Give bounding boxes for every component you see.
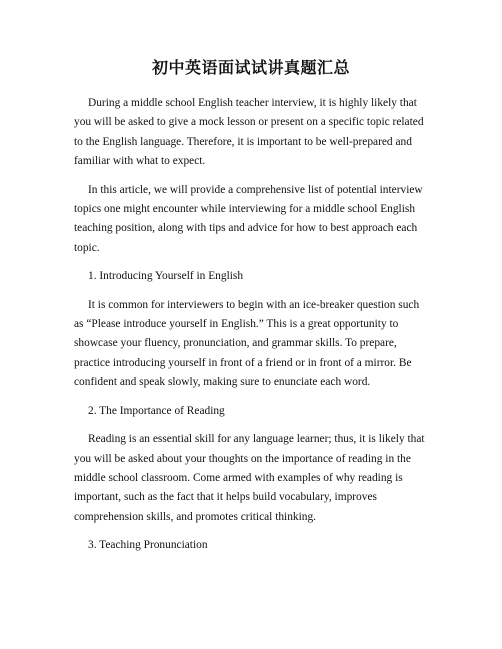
section-heading-2: 2. The Importance of Reading — [88, 404, 225, 417]
intro-paragraph-1: During a middle school English teacher interview, it is highly likely that you will be asked to give a mock lesson or present on a specific topic related to the English language. Therefore, it is important to be well-prepared and familiar with what to expect. — [74, 97, 424, 168]
intro-paragraph-2: In this article, we will provide a comprehensive list of potential interview topics one might encounter while interviewing for a middle school English teaching position, along with tips and advice for how to best approach each topic. — [74, 183, 423, 254]
section-heading-3: 3. Teaching Pronunciation — [88, 539, 208, 552]
section-body-2: Reading is an essential skill for any language learner; thus, it is likely that you will be asked about your thoughts on the importance of reading in the middle school classroom. Come armed with examples of why reading is important, such as the fact that it helps build vocabulary, improves comprehension skills, and promotes critical thinking. — [74, 433, 425, 523]
document-title: 初中英语面试试讲真题汇总 — [151, 58, 350, 77]
section-body-1: It is common for interviewers to begin with an ice-breaker question such as “Please introduce yourself in English.” This is a great opportunity to showcase your fluency, pronunciation, and grammar skills. To prepare, practice introducing yourself in front of a friend or in front of a mirror. Be confident and speak slowly, making sure to enunciate each word. — [74, 298, 420, 389]
section-heading-1: 1. Introducing Yourself in English — [88, 270, 244, 283]
